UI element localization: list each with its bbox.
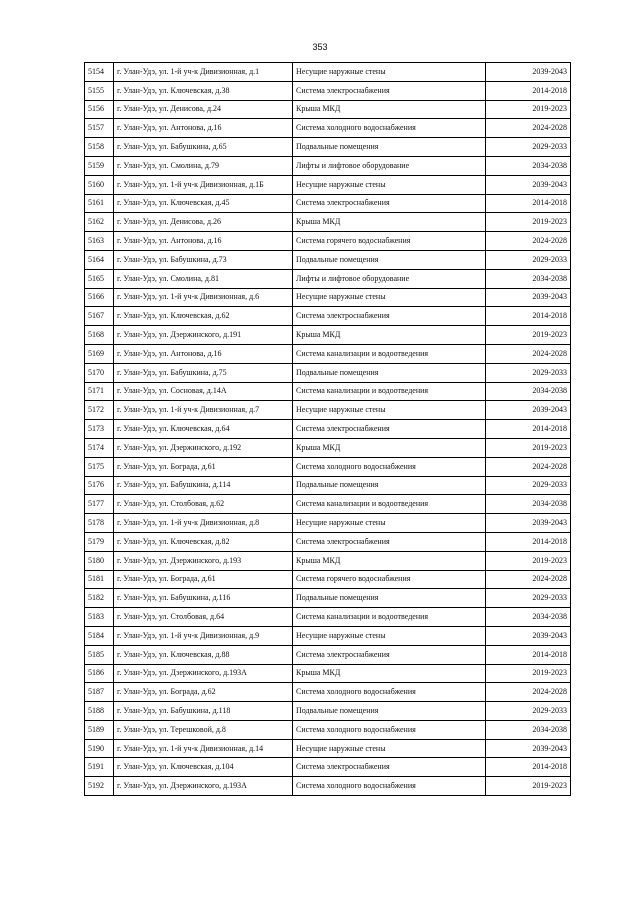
element-cell: Система горячего водоснабжения bbox=[293, 570, 486, 589]
period-cell: 2029-2033 bbox=[486, 250, 571, 269]
address-cell: г. Улан-Удэ, ул. Смолина, д.79 bbox=[114, 156, 293, 175]
period-cell: 2039-2043 bbox=[486, 175, 571, 194]
table-row bbox=[85, 156, 571, 175]
element-cell: Система холодного водоснабжения bbox=[293, 777, 486, 796]
table-row bbox=[85, 420, 571, 439]
element-cell: Система электроснабжения bbox=[293, 307, 486, 326]
row-number-cell: 5184 bbox=[85, 626, 114, 645]
row-number-cell: 5190 bbox=[85, 739, 114, 758]
element-cell: Несущие наружные стены bbox=[293, 288, 486, 307]
address-cell: г. Улан-Удэ, ул. Дзержинского, д.193А bbox=[114, 777, 293, 796]
element-cell: Система электроснабжения bbox=[293, 532, 486, 551]
row-number-cell: 5175 bbox=[85, 457, 114, 476]
address-cell: г. Улан-Удэ, ул. Дзержинского, д.193 bbox=[114, 551, 293, 570]
element-cell: Система канализации и водоотведения bbox=[293, 344, 486, 363]
element-cell: Подвальные помещения bbox=[293, 363, 486, 382]
row-number-cell: 5187 bbox=[85, 683, 114, 702]
table-row bbox=[85, 288, 571, 307]
row-number-cell: 5189 bbox=[85, 720, 114, 739]
address-cell: г. Улан-Удэ, ул. Бограда, д.62 bbox=[114, 683, 293, 702]
row-number-cell: 5177 bbox=[85, 495, 114, 514]
period-cell: 2014-2018 bbox=[486, 307, 571, 326]
table-row bbox=[85, 683, 571, 702]
row-number-cell: 5183 bbox=[85, 608, 114, 627]
address-cell: г. Улан-Удэ, ул. Антонова, д.16 bbox=[114, 344, 293, 363]
period-cell: 2029-2033 bbox=[486, 702, 571, 721]
period-cell: 2034-2038 bbox=[486, 608, 571, 627]
row-number-cell: 5167 bbox=[85, 307, 114, 326]
table-row bbox=[85, 589, 571, 608]
period-cell: 2014-2018 bbox=[486, 194, 571, 213]
period-cell: 2039-2043 bbox=[486, 288, 571, 307]
row-number-cell: 5154 bbox=[85, 63, 114, 82]
element-cell: Крыша МКД bbox=[293, 213, 486, 232]
table-row bbox=[85, 551, 571, 570]
address-cell: г. Улан-Удэ, ул. Бабушкина, д.118 bbox=[114, 702, 293, 721]
table-row bbox=[85, 457, 571, 476]
element-cell: Крыша МКД bbox=[293, 438, 486, 457]
table-row bbox=[85, 702, 571, 721]
row-number-cell: 5171 bbox=[85, 382, 114, 401]
table-row bbox=[85, 326, 571, 345]
row-number-cell: 5191 bbox=[85, 758, 114, 777]
address-cell: г. Улан-Удэ, ул. Ключевская, д.82 bbox=[114, 532, 293, 551]
period-cell: 2019-2023 bbox=[486, 326, 571, 345]
table-row bbox=[85, 363, 571, 382]
period-cell: 2024-2028 bbox=[486, 457, 571, 476]
element-cell: Несущие наружные стены bbox=[293, 401, 486, 420]
table-row bbox=[85, 194, 571, 213]
table-row bbox=[85, 664, 571, 683]
element-cell: Крыша МКД bbox=[293, 100, 486, 119]
row-number-cell: 5158 bbox=[85, 138, 114, 157]
element-cell: Несущие наружные стены bbox=[293, 514, 486, 533]
row-number-cell: 5174 bbox=[85, 438, 114, 457]
period-cell: 2014-2018 bbox=[486, 420, 571, 439]
address-cell: г. Улан-Удэ, ул. Смолина, д.81 bbox=[114, 269, 293, 288]
row-number-cell: 5165 bbox=[85, 269, 114, 288]
address-cell: г. Улан-Удэ, ул. 1-й уч-к Дивизионная, д.1Б bbox=[114, 175, 293, 194]
row-number-cell: 5178 bbox=[85, 514, 114, 533]
period-cell: 2034-2038 bbox=[486, 269, 571, 288]
address-cell: г. Улан-Удэ, ул. Бабушкина, д.116 bbox=[114, 589, 293, 608]
table-row bbox=[85, 777, 571, 796]
address-cell: г. Улан-Удэ, ул. Сосновая, д.14А bbox=[114, 382, 293, 401]
period-cell: 2014-2018 bbox=[486, 758, 571, 777]
element-cell: Система холодного водоснабжения bbox=[293, 720, 486, 739]
element-cell: Подвальные помещения bbox=[293, 476, 486, 495]
registry-table-body bbox=[85, 63, 571, 796]
address-cell: г. Улан-Удэ, ул. Денисова, д.26 bbox=[114, 213, 293, 232]
table-row bbox=[85, 213, 571, 232]
table-row bbox=[85, 476, 571, 495]
address-cell: г. Улан-Удэ, ул. 1-й уч-к Дивизионная, д.9 bbox=[114, 626, 293, 645]
table-row bbox=[85, 626, 571, 645]
row-number-cell: 5157 bbox=[85, 119, 114, 138]
row-number-cell: 5161 bbox=[85, 194, 114, 213]
element-cell: Система канализации и водоотведения bbox=[293, 382, 486, 401]
address-cell: г. Улан-Удэ, ул. 1-й уч-к Дивизионная, д.8 bbox=[114, 514, 293, 533]
element-cell: Подвальные помещения bbox=[293, 250, 486, 269]
element-cell: Несущие наружные стены bbox=[293, 739, 486, 758]
address-cell: г. Улан-Удэ, ул. 1-й уч-к Дивизионная, д.14 bbox=[114, 739, 293, 758]
page-number: 353 bbox=[312, 42, 328, 52]
table-row bbox=[85, 739, 571, 758]
row-number-cell: 5181 bbox=[85, 570, 114, 589]
table-row bbox=[85, 269, 571, 288]
period-cell: 2029-2033 bbox=[486, 138, 571, 157]
address-cell: г. Улан-Удэ, ул. Ключевская, д.45 bbox=[114, 194, 293, 213]
element-cell: Система холодного водоснабжения bbox=[293, 457, 486, 476]
address-cell: г. Улан-Удэ, ул. Ключевская, д.62 bbox=[114, 307, 293, 326]
period-cell: 2029-2033 bbox=[486, 589, 571, 608]
table-row bbox=[85, 645, 571, 664]
period-cell: 2024-2028 bbox=[486, 344, 571, 363]
table-row bbox=[85, 438, 571, 457]
table-row bbox=[85, 532, 571, 551]
period-cell: 2039-2043 bbox=[486, 63, 571, 82]
element-cell: Система электроснабжения bbox=[293, 420, 486, 439]
row-number-cell: 5186 bbox=[85, 664, 114, 683]
row-number-cell: 5166 bbox=[85, 288, 114, 307]
element-cell: Крыша МКД bbox=[293, 551, 486, 570]
table-row bbox=[85, 495, 571, 514]
element-cell: Система холодного водоснабжения bbox=[293, 119, 486, 138]
element-cell: Несущие наружные стены bbox=[293, 626, 486, 645]
address-cell: г. Улан-Удэ, ул. Дзержинского, д.193А bbox=[114, 664, 293, 683]
row-number-cell: 5179 bbox=[85, 532, 114, 551]
table-row bbox=[85, 175, 571, 194]
row-number-cell: 5182 bbox=[85, 589, 114, 608]
address-cell: г. Улан-Удэ, ул. Бабушкина, д.114 bbox=[114, 476, 293, 495]
period-cell: 2039-2043 bbox=[486, 626, 571, 645]
table-row bbox=[85, 758, 571, 777]
address-cell: г. Улан-Удэ, ул. 1-й уч-к Дивизионная, д.6 bbox=[114, 288, 293, 307]
period-cell: 2024-2028 bbox=[486, 232, 571, 251]
element-cell: Система электроснабжения bbox=[293, 645, 486, 664]
element-cell: Несущие наружные стены bbox=[293, 63, 486, 82]
period-cell: 2029-2033 bbox=[486, 476, 571, 495]
address-cell: г. Улан-Удэ, ул. Дзержинского, д.192 bbox=[114, 438, 293, 457]
address-cell: г. Улан-Удэ, ул. Бограда, д.61 bbox=[114, 570, 293, 589]
row-number-cell: 5192 bbox=[85, 777, 114, 796]
row-number-cell: 5163 bbox=[85, 232, 114, 251]
period-cell: 2014-2018 bbox=[486, 532, 571, 551]
table-row bbox=[85, 63, 571, 82]
address-cell: г. Улан-Удэ, ул. Ключевская, д.104 bbox=[114, 758, 293, 777]
row-number-cell: 5188 bbox=[85, 702, 114, 721]
period-cell: 2019-2023 bbox=[486, 100, 571, 119]
element-cell: Система электроснабжения bbox=[293, 81, 486, 100]
element-cell: Крыша МКД bbox=[293, 664, 486, 683]
table-row bbox=[85, 232, 571, 251]
period-cell: 2039-2043 bbox=[486, 401, 571, 420]
element-cell: Подвальные помещения bbox=[293, 702, 486, 721]
table-row bbox=[85, 608, 571, 627]
period-cell: 2014-2018 bbox=[486, 645, 571, 664]
period-cell: 2029-2033 bbox=[486, 363, 571, 382]
period-cell: 2014-2018 bbox=[486, 81, 571, 100]
element-cell: Подвальные помещения bbox=[293, 589, 486, 608]
element-cell: Система канализации и водоотведения bbox=[293, 495, 486, 514]
registry-table bbox=[84, 62, 571, 796]
address-cell: г. Улан-Удэ, ул. Терешковой, д.8 bbox=[114, 720, 293, 739]
address-cell: г. Улан-Удэ, ул. Столбовая, д.64 bbox=[114, 608, 293, 627]
address-cell: г. Улан-Удэ, ул. Бограда, д.61 bbox=[114, 457, 293, 476]
row-number-cell: 5160 bbox=[85, 175, 114, 194]
table-row bbox=[85, 307, 571, 326]
address-cell: г. Улан-Удэ, ул. Ключевская, д.88 bbox=[114, 645, 293, 664]
period-cell: 2019-2023 bbox=[486, 213, 571, 232]
address-cell: г. Улан-Удэ, ул. 1-й уч-к Дивизионная, д.7 bbox=[114, 401, 293, 420]
element-cell: Крыша МКД bbox=[293, 326, 486, 345]
table-row bbox=[85, 119, 571, 138]
table-row bbox=[85, 138, 571, 157]
element-cell: Система электроснабжения bbox=[293, 758, 486, 777]
row-number-cell: 5155 bbox=[85, 81, 114, 100]
address-cell: г. Улан-Удэ, ул. Ключевская, д.64 bbox=[114, 420, 293, 439]
table-row bbox=[85, 382, 571, 401]
row-number-cell: 5159 bbox=[85, 156, 114, 175]
address-cell: г. Улан-Удэ, ул. Бабушкина, д.75 bbox=[114, 363, 293, 382]
table-row bbox=[85, 401, 571, 420]
address-cell: г. Улан-Удэ, ул. Денисова, д.24 bbox=[114, 100, 293, 119]
period-cell: 2039-2043 bbox=[486, 739, 571, 758]
period-cell: 2019-2023 bbox=[486, 438, 571, 457]
element-cell: Лифты и лифтовое оборудование bbox=[293, 269, 486, 288]
period-cell: 2024-2028 bbox=[486, 119, 571, 138]
table-row bbox=[85, 570, 571, 589]
period-cell: 2024-2028 bbox=[486, 683, 571, 702]
row-number-cell: 5169 bbox=[85, 344, 114, 363]
address-cell: г. Улан-Удэ, ул. Антонова, д.16 bbox=[114, 232, 293, 251]
period-cell: 2039-2043 bbox=[486, 514, 571, 533]
table-row bbox=[85, 344, 571, 363]
table-row bbox=[85, 100, 571, 119]
row-number-cell: 5180 bbox=[85, 551, 114, 570]
period-cell: 2034-2038 bbox=[486, 382, 571, 401]
row-number-cell: 5172 bbox=[85, 401, 114, 420]
row-number-cell: 5164 bbox=[85, 250, 114, 269]
period-cell: 2024-2028 bbox=[486, 570, 571, 589]
row-number-cell: 5162 bbox=[85, 213, 114, 232]
element-cell: Подвальные помещения bbox=[293, 138, 486, 157]
table-row bbox=[85, 250, 571, 269]
address-cell: г. Улан-Удэ, ул. 1-й уч-к Дивизионная, д.1 bbox=[114, 63, 293, 82]
table-row bbox=[85, 720, 571, 739]
element-cell: Лифты и лифтовое оборудование bbox=[293, 156, 486, 175]
address-cell: г. Улан-Удэ, ул. Ключевская, д.38 bbox=[114, 81, 293, 100]
period-cell: 2034-2038 bbox=[486, 720, 571, 739]
element-cell: Система горячего водоснабжения bbox=[293, 232, 486, 251]
address-cell: г. Улан-Удэ, ул. Антонова, д.16 bbox=[114, 119, 293, 138]
address-cell: г. Улан-Удэ, ул. Бабушкина, д.73 bbox=[114, 250, 293, 269]
row-number-cell: 5185 bbox=[85, 645, 114, 664]
row-number-cell: 5176 bbox=[85, 476, 114, 495]
period-cell: 2019-2023 bbox=[486, 664, 571, 683]
period-cell: 2019-2023 bbox=[486, 551, 571, 570]
row-number-cell: 5156 bbox=[85, 100, 114, 119]
row-number-cell: 5170 bbox=[85, 363, 114, 382]
table-row bbox=[85, 514, 571, 533]
address-cell: г. Улан-Удэ, ул. Бабушкина, д.65 bbox=[114, 138, 293, 157]
element-cell: Система электроснабжения bbox=[293, 194, 486, 213]
period-cell: 2019-2023 bbox=[486, 777, 571, 796]
table-row bbox=[85, 81, 571, 100]
period-cell: 2034-2038 bbox=[486, 156, 571, 175]
period-cell: 2034-2038 bbox=[486, 495, 571, 514]
address-cell: г. Улан-Удэ, ул. Дзержинского, д.191 bbox=[114, 326, 293, 345]
row-number-cell: 5173 bbox=[85, 420, 114, 439]
element-cell: Система канализации и водоотведения bbox=[293, 608, 486, 627]
row-number-cell: 5168 bbox=[85, 326, 114, 345]
address-cell: г. Улан-Удэ, ул. Столбовая, д.62 bbox=[114, 495, 293, 514]
element-cell: Несущие наружные стены bbox=[293, 175, 486, 194]
element-cell: Система холодного водоснабжения bbox=[293, 683, 486, 702]
